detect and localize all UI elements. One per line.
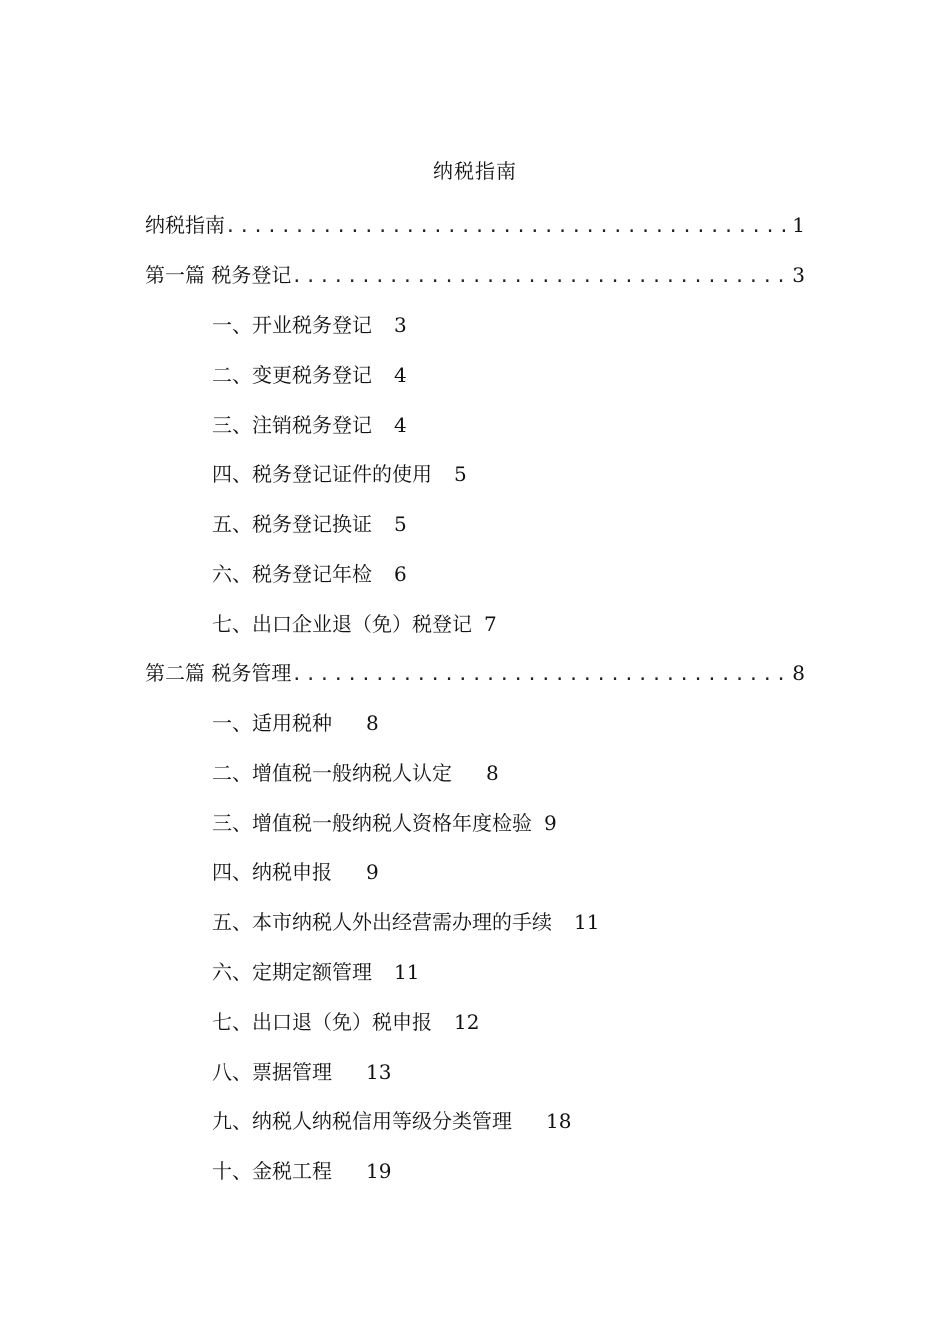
toc-entry[interactable] — [212, 410, 407, 440]
toc-entry-page: 8 — [486, 761, 499, 785]
toc-entry-page: 9 — [544, 811, 557, 835]
dot-leader — [291, 262, 790, 292]
toc-entry-page: 11 — [394, 960, 420, 984]
toc-entry-title: 第二篇 税务管理 — [145, 661, 292, 685]
toc-entry[interactable] — [212, 758, 499, 788]
toc-entry-title: 五、税务登记换证 — [212, 512, 372, 536]
toc-entry[interactable] — [212, 1057, 391, 1087]
toc-entry-page: 3 — [394, 313, 407, 337]
toc-entry[interactable] — [212, 957, 419, 987]
toc-entry-page: 6 — [394, 562, 407, 586]
toc-entry-title: 六、定期定额管理 — [212, 960, 372, 984]
toc-entry-title: 三、增值税一般纳税人资格年度检验 — [212, 811, 532, 835]
dot-leader — [225, 212, 790, 242]
page-title: 纳税指南 — [433, 159, 517, 183]
toc-entry[interactable] — [212, 310, 407, 340]
toc-entry-title: 七、出口退（免）税申报 — [212, 1010, 432, 1034]
toc-entry-title: 四、纳税申报 — [212, 860, 332, 884]
toc-entry-page: 8 — [366, 711, 379, 735]
toc-entry-page: 7 — [484, 612, 497, 636]
toc-entry[interactable] — [212, 708, 379, 738]
toc-entry[interactable] — [212, 609, 497, 639]
toc-entry-page: 12 — [454, 1010, 480, 1034]
toc-entry[interactable] — [212, 509, 407, 539]
toc-entry-page: 4 — [394, 413, 407, 437]
toc-entry-title: 一、适用税种 — [212, 711, 332, 735]
toc-entry[interactable] — [212, 857, 379, 887]
toc-entry-title: 七、出口企业退（免）税登记 — [212, 612, 472, 636]
toc-entry-title: 一、开业税务登记 — [212, 313, 372, 337]
toc-entry-page: 9 — [366, 860, 379, 884]
toc-entry-title: 九、纳税人纳税信用等级分类管理 — [212, 1109, 512, 1133]
toc-entry-guide[interactable] — [145, 210, 805, 240]
toc-entry[interactable] — [212, 459, 467, 489]
toc-entry[interactable] — [212, 1106, 571, 1136]
toc-entry-page: 4 — [394, 363, 407, 387]
toc-entry-title: 第一篇 税务登记 — [145, 263, 292, 287]
toc-entry-page: 18 — [546, 1109, 572, 1133]
toc-entry[interactable] — [212, 559, 407, 589]
toc-entry-part-2[interactable] — [145, 658, 805, 688]
toc-entry-title: 二、变更税务登记 — [212, 363, 372, 387]
toc-entry[interactable] — [212, 360, 407, 390]
toc-entry[interactable] — [212, 1007, 479, 1037]
toc-entry-page: 3 — [792, 263, 805, 287]
toc-entry-title: 六、税务登记年检 — [212, 562, 372, 586]
toc-entry-page: 13 — [366, 1060, 392, 1084]
toc-entry-title: 八、票据管理 — [212, 1060, 332, 1084]
toc-entry-title: 纳税指南 — [145, 213, 225, 237]
toc-entry-title: 五、本市纳税人外出经营需办理的手续 — [212, 910, 552, 934]
toc-entry-page: 11 — [574, 910, 600, 934]
toc-entry[interactable] — [212, 808, 557, 838]
toc-entry-page: 19 — [366, 1159, 392, 1183]
dot-leader — [291, 660, 790, 690]
toc-entry-page: 1 — [792, 213, 805, 237]
toc-entry-title: 二、增值税一般纳税人认定 — [212, 761, 452, 785]
toc-entry-page: 8 — [792, 661, 805, 685]
toc-entry-part-1[interactable] — [145, 260, 805, 290]
toc-entry[interactable] — [212, 1156, 391, 1186]
toc-entry-title: 十、金税工程 — [212, 1159, 332, 1183]
toc-entry[interactable] — [212, 907, 599, 937]
toc-entry-title: 三、注销税务登记 — [212, 413, 372, 437]
toc-entry-title: 四、税务登记证件的使用 — [212, 462, 432, 486]
toc-entry-page: 5 — [454, 462, 467, 486]
toc-entry-page: 5 — [394, 512, 407, 536]
